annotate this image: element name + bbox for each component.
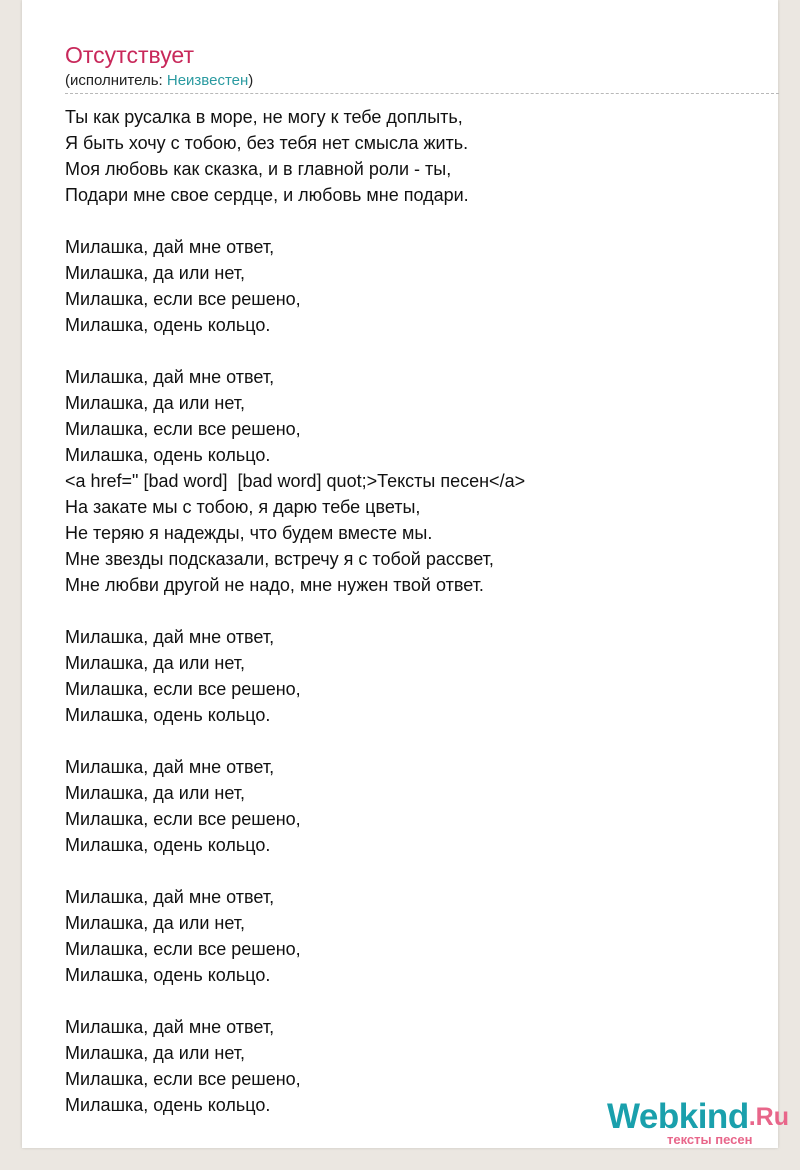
blank-line <box>65 988 525 1014</box>
lyric-line: Милашка, да или нет, <box>65 1043 246 1063</box>
logo-main: Webkind <box>607 1097 749 1136</box>
blank-line <box>65 338 525 364</box>
lyric-line: Милашка, если все решено, <box>65 1069 301 1089</box>
lyric-line: Не теряю я надежды, что будем вместе мы. <box>65 523 433 543</box>
logo-wordmark <box>607 1097 797 1136</box>
lyric-line: Мне любви другой не надо, мне нужен твой ответ. <box>65 575 484 595</box>
lyric-line: Милашка, одень кольцо. <box>65 445 271 465</box>
lyric-line: Милашка, одень кольцо. <box>65 835 271 855</box>
lyric-line: Милашка, дай мне ответ, <box>65 237 275 257</box>
blank-line <box>65 858 525 884</box>
artist-prefix: (исполнитель: <box>65 72 167 89</box>
artist-line <box>65 72 253 90</box>
lyric-line: Милашка, дай мне ответ, <box>65 367 275 387</box>
lyric-line: Милашка, да или нет, <box>65 913 246 933</box>
lyric-line: Милашка, если все решено, <box>65 939 301 959</box>
artist-suffix: ) <box>248 72 254 89</box>
logo-suffix: .Ru <box>748 1103 789 1131</box>
lyric-line: Милашка, одень кольцо. <box>65 315 271 335</box>
blank-line <box>65 598 525 624</box>
lyric-line: Милашка, если все решено, <box>65 809 301 829</box>
lyric-line: Я быть хочу с тобою, без тебя нет смысла жить. <box>65 133 469 153</box>
lyrics <box>65 104 525 1118</box>
lyric-line: Милашка, если все решено, <box>65 419 301 439</box>
logo-tagline: тексты песен <box>667 1132 753 1147</box>
lyric-line: Милашка, да или нет, <box>65 653 246 673</box>
lyric-line: Милашка, дай мне ответ, <box>65 1017 275 1037</box>
divider <box>65 93 779 94</box>
lyric-line: Моя любовь как сказка, и в главной роли - ты, <box>65 159 452 179</box>
song-title: Отсутствует <box>65 42 194 68</box>
blank-line <box>65 728 525 754</box>
lyric-line: Милашка, дай мне ответ, <box>65 757 275 777</box>
lyric-line: Милашка, да или нет, <box>65 393 246 413</box>
lyric-line: Милашка, да или нет, <box>65 263 246 283</box>
blank-line <box>65 208 525 234</box>
lyric-line: Милашка, дай мне ответ, <box>65 887 275 907</box>
lyric-line: Ты как русалка в море, не могу к тебе доплыть, <box>65 107 463 127</box>
lyric-line: На закате мы с тобою, я дарю тебе цветы, <box>65 497 421 517</box>
artist-link[interactable]: Неизвестен <box>166 72 249 89</box>
lyric-line: Милашка, одень кольцо. <box>65 965 271 985</box>
lyric-line: Милашка, дай мне ответ, <box>65 627 275 647</box>
content-panel <box>22 0 789 1148</box>
lyric-line: <a href=" [bad word] [bad word] quot;>Тексты песен</a> <box>65 471 526 491</box>
lyric-line: Подари мне свое сердце, и любовь мне подари. <box>65 185 469 205</box>
lyric-line: Милашка, одень кольцо. <box>65 705 271 725</box>
lyric-line: Милашка, если все решено, <box>65 679 301 699</box>
lyric-line: Милашка, если все решено, <box>65 289 301 309</box>
lyric-line: Милашка, одень кольцо. <box>65 1095 271 1115</box>
site-logo[interactable] <box>607 1097 797 1148</box>
lyric-line: Мне звезды подсказали, встречу я с тобой рассвет, <box>65 549 494 569</box>
lyric-line: Милашка, да или нет, <box>65 783 246 803</box>
